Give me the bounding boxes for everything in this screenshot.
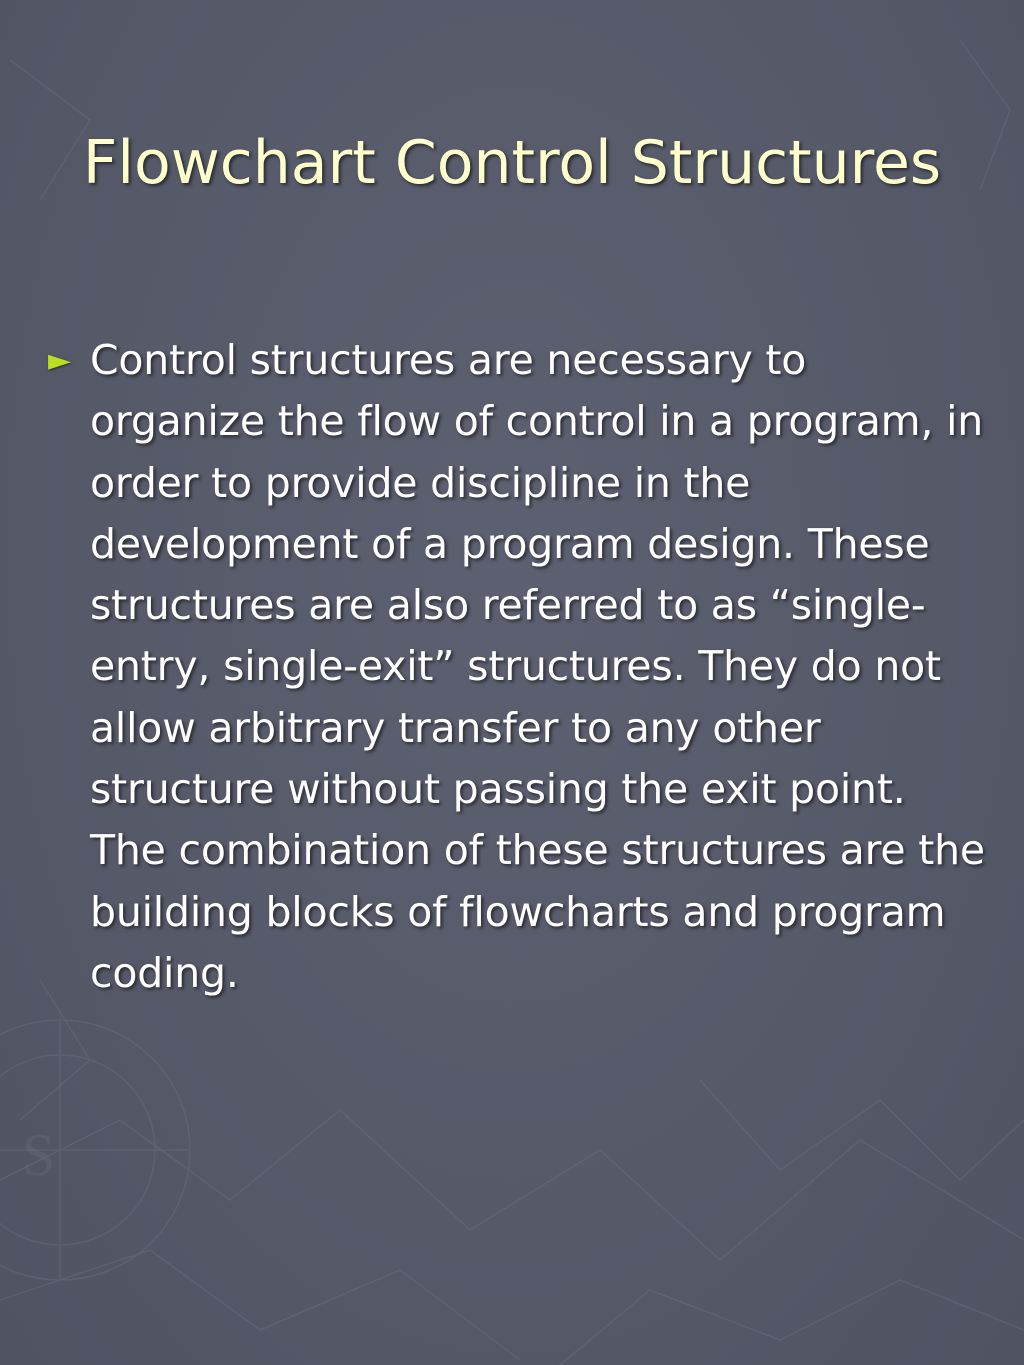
bullet-arrow-icon: ► (48, 343, 72, 378)
slide-title: Flowchart Control Structures (82, 128, 942, 198)
bullet-list (48, 330, 988, 1004)
compass-letter: S (22, 1122, 56, 1188)
list-item (48, 330, 988, 1004)
bullet-text: Control structures are necessary to organize the flow of control in a program, in order to provide discipline in the development of a program design. These structures are also referred to as “single-entry, single-exit” structures. They do not allow arbitrary transfer to any other structure without passing the exit point. The combination of these structures are the building blocks of flowcharts and program coding. (90, 336, 985, 997)
